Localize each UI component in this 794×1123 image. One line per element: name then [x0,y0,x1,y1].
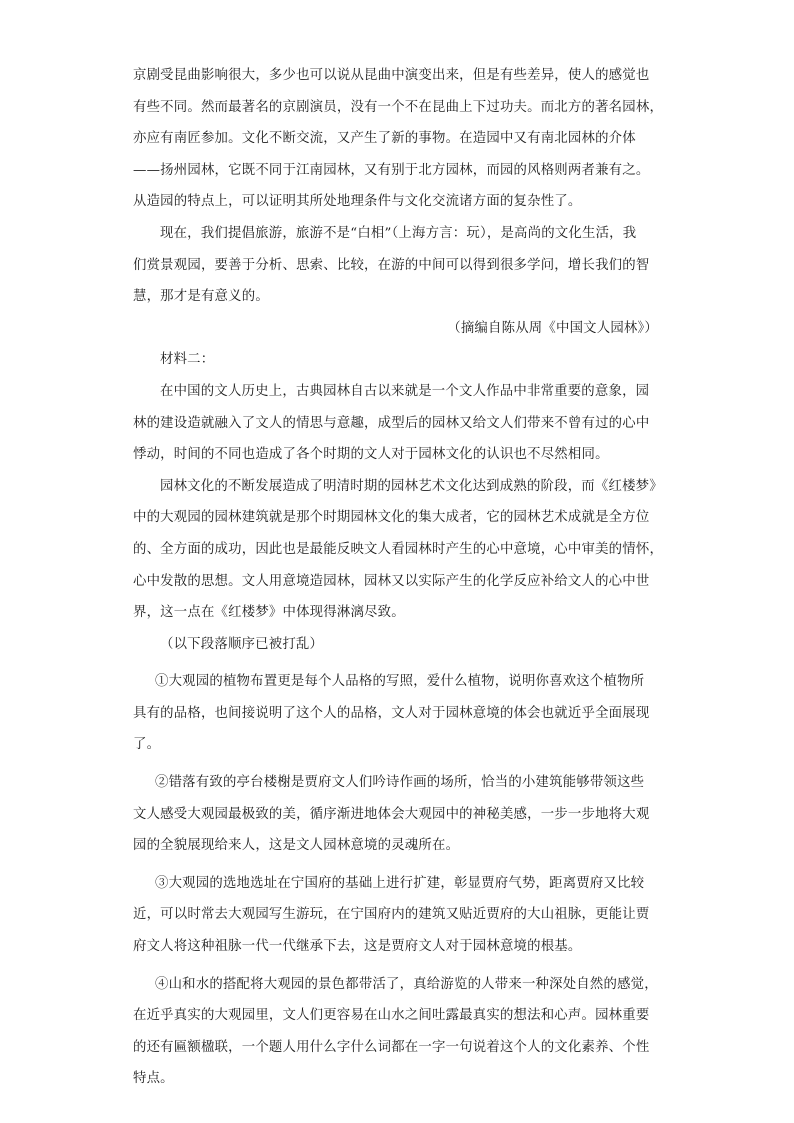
text-line: 在近乎真实的大观园里，文人们更容易在山水之间吐露最真实的想法和心声。园林重要 [133,1008,650,1024]
text-line: 园林文化的不断发展造成了明清时期的园林艺术文化达到成熟的阶段，而《红楼梦》 [160,478,663,494]
text-line: 现在，我们提倡旅游，旅游不是“白相”（上海方言：玩），是高尚的文化生活，我 [160,225,637,241]
text-line: 特点。 [133,1071,174,1087]
text-line: 近，可以时常去大观园写生游玩，在宁国府内的建筑又贴近贾府的大山祖脉，更能让贾 [133,907,650,923]
text-line: 从造园的特点上，可以证明其所处地理条件与文化交流诸方面的复杂性了。 [133,194,582,210]
text-line: 园的全貌展现给来人，这是文人园林意境的灵魂所在。 [133,838,460,854]
text-line: 慧，那才是有意义的。 [133,289,269,305]
text-line: 的、全方面的成功，因此也是最能反映文人看园林时产生的心中意境，心中审美的情怀， [133,541,664,557]
shuffled-note: （以下段落顺序已被打乱） [160,636,324,652]
text-line: 文人感受大观园最极致的美，循序渐进地体会大观园中的神秘美感，一步一步地将大观 [133,806,650,822]
item-4 [133,969,666,1095]
text-line: 的还有匾额楹联，一个题人用什么字什么词都在一字一句说着这个人的文化素养、个性 [133,1039,650,1055]
text-line: 们赏景观园，要善于分析、思索、比较，在游的中间可以得到很多学问，增长我们的智 [133,257,650,273]
text-line: ①大观园的植物布置更是每个人品格的写照，爱什么植物，说明你喜欢这个植物所 [155,674,645,690]
material1-tail-paragraph [133,60,666,218]
text-line: 具有的品格，也间接说明了这个人的品格，文人对于园林意境的体会也就近乎全面展现 [133,705,650,721]
text-line: 在中国的文人历史上，古典园林自古以来就是一个文人作品中非常重要的意象，园 [160,383,650,399]
text-line: ④山和水的搭配将大观园的景色都带活了，真给游览的人带来一种深处自然的感觉， [155,976,658,992]
item-2 [133,767,666,862]
item-3 [133,868,666,963]
text-line: 心中发散的思想。文人用意境造园林，园林又以实际产生的化学反应补给文人的心中世 [133,573,650,589]
material1-paragraph-2 [133,218,666,313]
text-line: 界，这一点在《红楼梦》中体现得淋漓尽致。 [133,605,405,621]
text-line: ——扬州园林，它既不同于江南园林，又有别于北方园林，而园的风格则两者兼有之。 [133,162,650,178]
material1-source: （摘编自陈从周《中国文人园林》） [447,320,658,336]
text-line: 府文人将这种祖脉一代一代继承下去，这是贾府文人对于园林意境的根基。 [133,939,582,955]
text-line: 亦应有南匠参加。文化不断交流，又产生了新的事物。在造园中又有南北园林的介体 [133,131,636,147]
text-line: 林的建设造就融入了文人的情思与意趣，成型后的园林又给文人们带来不曾有过的心中 [133,415,650,431]
text-line: 了。 [133,737,161,753]
text-line: ②错落有致的亭台楼榭是贾府文人们吟诗作画的场所，恰当的小建筑能够带领这些 [155,775,645,791]
text-line: ③大观园的选地选址在宁国府的基础上进行扩建，彰显贾府气势，距离贾府又比较 [155,875,645,891]
material2-heading: 材料二： [160,352,215,368]
text-line: 中的大观园的园林建筑就是那个时期园林文化的集大成者，它的园林艺术成就是全方位 [133,510,650,526]
item-1 [133,666,666,761]
text-line: 有些不同。然而最著名的京剧演员，没有一个不在昆曲上下过功夫。而北方的著名园林， [133,99,664,115]
text-line: 京剧受昆曲影响很大，多少也可以说从昆曲中演变出来，但是有些差异，使人的感觉也 [133,68,650,83]
material2-paragraph-1 [133,376,666,471]
material2-paragraph-2 [133,471,666,629]
text-line: 悸动，时间的不同也造成了各个时期的文人对于园林文化的认识也不尽然相同。 [133,447,609,463]
